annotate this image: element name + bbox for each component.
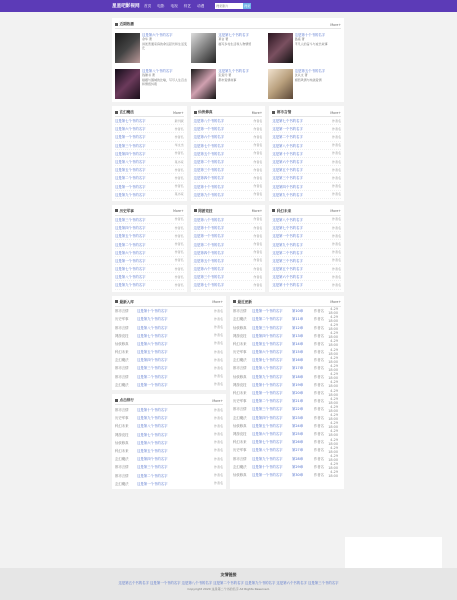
update-row[interactable]: 历史军事 这是第六个书的名字 第15章 作者名 4-29 18:00	[233, 347, 338, 356]
update-row[interactable]: 都市言情 这是第九个书的名字 第28章 作者名 4-29 18:00	[233, 454, 338, 463]
list-item[interactable]: 这是第一个书的名字 作者名	[194, 232, 263, 240]
ranking-panel: 最新入库 More+ 都市言情 这是第十个书的名字 作者名 历史军事 这是第九个书的名字 作者名 都市言情 这是第八个书的名字 作者名 网游竞技 这是第七个书的名字 作者名 仙侠修真 这是第六个书的名字 作者名 科幻未来 这是第五个书的名字 作者名 玄幻魔法 这是第四个书的名字 作者名 都市言情 这是第三个书的名字 作者名 都市言情 这是第二个书的名字 作者名 玄幻魔法 这是第一个书的名字 作者名	[112, 296, 226, 391]
cover-image[interactable]	[115, 33, 140, 63]
update-row[interactable]: 玄幻魔法 这是第二个书的名字 第11章 作者名 4-29 18:00	[233, 314, 338, 323]
list-item[interactable]: 这是第三个书的名字 华文出	[115, 142, 184, 150]
category-grid-bottom	[112, 205, 344, 296]
ranking-row[interactable]: 都市言情 这是第三个书的名字 作者名	[115, 365, 223, 371]
list-item[interactable]: 这是第一个书的名字 作者名	[115, 257, 184, 265]
ranking-row[interactable]: 网游竞技 这是第七个书的名字 作者名	[115, 432, 223, 437]
update-row[interactable]: 玄幻魔法 这是第七个书的名字 第16章 作者名 4-29 18:00	[233, 355, 338, 364]
cover-image[interactable]	[115, 69, 140, 99]
update-row[interactable]: 仙侠修真 这是第五个书的名字 第24章 作者名 4-29 18:00	[233, 421, 338, 430]
more-link[interactable]: More+	[212, 300, 223, 305]
ranking-row[interactable]: 仙侠修真 这是第六个书的名字 作者名	[115, 341, 223, 346]
list-item[interactable]: 这是第一个书的名字 作者名	[115, 133, 184, 141]
ranking-row[interactable]: 玄幻魔法 这是第四个书的名字 作者名	[115, 357, 223, 363]
search-box	[215, 3, 251, 9]
updates-panel: 最近更新 More+ 都市言情 这是第一个书的名字 第10章 作者名 4-29 18:00 玄幻魔法 这是第二个书的名字 第11章 作者名 4-29 18:00 仙侠修真 这是第三个书的名字 第12章 作者名 4-29 18:00 网游竞技 这是第四个书的名字 第13章 作者名 4-29 18:00 科幻未来 这是第五个书的名字 第14章 作者名 4-29 18:00 历史军事 这是第六个书的名字 第15章 作者名 4-29 18:00 玄幻魔法 这是第七个书的名字 第16章 作者名 4-29 18:00 都市言情 这是第八个书的名字 第17章 作者名 4-29 18:00 仙侠修真 这是第九个书的名字 第18章 作者名 4-29 18:00 网游竞技 这是第十个书的名字 第19章 作者名 4-29 18:00 科幻未来 这是第一个书的名字 第20章 作者名 4-29 18:00 历史军事 这是第二个书的名字 第21章 作者名 4-29 18:00 都市言情 这是第三个书的名字 第22章 作者名 4-29 18:00 玄幻魔法 这是第四个书的名字 第23章 作者名 4-29 18:00 仙侠修真 这是第五个书的名字 第24章 作者名 4-29 18:00 网游竞技 这是第六个书的名字 第25章 作者名 4-29 18:00 科幻未来 这是第七个书的名字 第26章 作者名 4-29 18:00 历史军事 这是第八个书的名字 第27章 作者名 4-29 18:00 都市言情 这是第九个书的名字 第28章 作者名 4-29 18:00 玄幻魔法 这是第十个书的名字 第29章 作者名 4-29 18:00 仙侠修真 这是第一个书的名字 第30章 作者名 4-29 18:00	[230, 296, 344, 490]
clock-icon	[233, 300, 236, 303]
list-item[interactable]: 这是第二个书的名字 作者名	[115, 174, 184, 182]
list-item[interactable]: 这是第五个书的名字 作者名	[272, 265, 341, 273]
more-link[interactable]: More+	[330, 110, 341, 115]
update-row[interactable]: 科幻未来 这是第七个书的名字 第26章 作者名 4-29 18:00	[233, 437, 338, 446]
list-item[interactable]: 这是第三个书的名字 作者名	[194, 166, 263, 174]
update-row[interactable]: 网游竞技 这是第六个书的名字 第25章 作者名 4-29 18:00	[233, 429, 338, 438]
more-link[interactable]: More+	[251, 209, 263, 214]
list-item[interactable]: 这是第四个书的名字 作者名	[194, 174, 263, 182]
ranking-row[interactable]: 网游竞技 这是第七个书的名字 作者名	[115, 333, 223, 338]
book-icon	[194, 209, 197, 212]
featured-item[interactable]: 这是第六个书的名字 余华 著 讲述普通家庭的命运起伏和生活变迁	[115, 33, 188, 64]
ranking-row[interactable]: 科幻未来 这是第八个书的名字 作者名	[115, 423, 223, 429]
list-item[interactable]: 这是第九个书的名字 某书家	[115, 191, 184, 199]
ranking-row[interactable]: 科幻未来 这是第五个书的名字 作者名	[115, 448, 223, 453]
list-item[interactable]: 这是第九个书的名字 作者名	[272, 191, 341, 199]
book-icon	[272, 209, 275, 212]
list-item[interactable]: 这是第十个书的名字 作者名	[272, 281, 341, 289]
list-item[interactable]: 这是第四个书的名字 作者名	[194, 249, 263, 257]
list-item[interactable]: 这是第四个书的名字 作者名	[115, 150, 184, 158]
list-item[interactable]: 这是第五个书的名字 作者名	[194, 150, 263, 158]
list-item[interactable]: 这是第七个书的名字 作者名	[272, 117, 341, 125]
update-row[interactable]: 仙侠修真 这是第一个书的名字 第30章 作者名 4-29 18:00	[233, 470, 338, 479]
list-item[interactable]: 这是第十个书的名字 作者名	[194, 224, 263, 232]
more-link[interactable]: More+	[173, 209, 184, 214]
list-item[interactable]: 这是第六个书的名字 作者名	[194, 265, 263, 273]
site-logo[interactable]: 星星吧影视网	[112, 4, 140, 9]
category-grid-top	[112, 106, 344, 205]
search-input[interactable]	[215, 3, 243, 9]
featured-item[interactable]: 这是第十个书的名字 路遥 著 平凡人的奋斗与成长故事	[268, 33, 341, 64]
list-item[interactable]: 这是第一个书的名字 作者名	[194, 125, 263, 133]
nav-movie[interactable]: 电影	[157, 3, 165, 8]
bottom-section	[112, 296, 344, 494]
featured-panel	[112, 18, 344, 102]
update-row[interactable]: 网游竞技 这是第四个书的名字 第13章 作者名 4-29 18:00	[233, 331, 338, 340]
update-row[interactable]: 网游竞技 这是第十个书的名字 第19章 作者名 4-29 18:00	[233, 380, 338, 389]
list-item[interactable]: 这是第八个书的名字 某书家	[115, 158, 184, 166]
list-item[interactable]: 这是第六个书的名字 作者名	[194, 133, 263, 141]
ranking-row[interactable]: 科幻未来 这是第五个书的名字 作者名	[115, 349, 223, 355]
update-row[interactable]: 都市言情 这是第八个书的名字 第17章 作者名 4-29 18:00	[233, 363, 338, 372]
update-row[interactable]: 玄幻魔法 这是第四个书的名字 第23章 作者名 4-29 18:00	[233, 413, 338, 422]
list-item[interactable]: 这是第九个书的名字 作者名	[115, 281, 184, 289]
cover-image[interactable]	[268, 33, 293, 63]
update-row[interactable]: 玄幻魔法 这是第十个书的名字 第29章 作者名 4-29 18:00	[233, 462, 338, 471]
list-item[interactable]: 这是第八个书的名字 作者名	[194, 117, 263, 125]
update-row[interactable]: 历史军事 这是第八个书的名字 第27章 作者名 4-29 18:00	[233, 445, 338, 454]
ranking-row[interactable]: 玄幻魔法 这是第四个书的名字 作者名	[115, 456, 223, 462]
ranking-row[interactable]: 历史军事 这是第九个书的名字 作者名	[115, 316, 223, 322]
featured-item[interactable]: 这是第五个书的名字 沈从文 著 湘西风情与纯美爱情	[268, 69, 341, 100]
cover-image[interactable]	[191, 69, 216, 99]
book-icon	[194, 111, 197, 114]
category-panel: 玄幻魔法 More+ 这是第七个书的名字 新刊版 这是第六个书的名字 作者名 这是第一个书的名字 作者名 这是第三个书的名字 华文出 这是第四个书的名字 作者名 这是第八个书的名字 某书家 这是第五个书的名字 作者名 这是第二个书的名字 作者名 这是第一个书的名字 作者名 这是第九个书的名字 某书家	[112, 106, 187, 201]
featured-more-link[interactable]: More+	[330, 22, 341, 27]
copyright: Copyright 2020 这是第二个书的名字 All Rights Reserved.	[187, 587, 270, 591]
ranking-row[interactable]: 都市言情 这是第二个书的名字 作者名	[115, 473, 223, 478]
category-panel: 网游竞技 More+ 这是第八个书的名字 作者名 这是第十个书的名字 作者名 这是第一个书的名字 作者名 这是第二个书的名字 作者名 这是第四个书的名字 作者名 这是第五个书的名字 作者名 这是第六个书的名字 作者名 这是第三个书的名字 作者名 这是第七个书的名字 作者名	[191, 205, 266, 292]
ranking-row[interactable]: 都市言情 这是第十个书的名字 作者名	[115, 308, 223, 314]
ranking-row[interactable]: 都市言情 这是第十个书的名字 作者名	[115, 407, 223, 413]
list-item[interactable]: 这是第八个书的名字 作者名	[194, 216, 263, 224]
nav-anime[interactable]: 动漫	[197, 3, 205, 8]
category-panel: 科幻未来 More+ 这是第八个书的名字 作者名 这是第七个书的名字 作者名 这是第一个书的名字 作者名 这是第九个书的名字 作者名 这是第二个书的名字 作者名 这是第三个书的名字 作者名 这是第五个书的名字 作者名 这是第六个书的名字 作者名 这是第十个书的名字 作者名	[269, 205, 344, 292]
featured-item[interactable]: 这是第八个书的名字 钱锺书 著 婚姻与围城的比喻，写尽人生百态和情感纠葛	[115, 69, 188, 100]
top-navigation-bar	[0, 0, 457, 12]
update-row[interactable]: 科幻未来 这是第一个书的名字 第20章 作者名 4-29 18:00	[233, 388, 338, 397]
list-item[interactable]: 这是第三个书的名字 作者名	[115, 216, 184, 224]
more-link[interactable]: More+	[330, 300, 341, 305]
ranking-panel: 点击排行 More+ 都市言情 这是第十个书的名字 作者名 历史军事 这是第九个书的名字 作者名 科幻未来 这是第八个书的名字 作者名 网游竞技 这是第七个书的名字 作者名 仙侠修真 这是第六个书的名字 作者名 科幻未来 这是第五个书的名字 作者名 玄幻魔法 这是第四个书的名字 作者名 都市言情 这是第三个书的名字 作者名 都市言情 这是第二个书的名字 作者名 玄幻魔法 这是第一个书的名字 作者名	[112, 394, 226, 489]
list-item[interactable]: 这是第一个书的名字 作者名	[272, 232, 341, 240]
list-item[interactable]: 这是第二个书的名字 作者名	[272, 133, 341, 141]
update-row[interactable]: 仙侠修真 这是第三个书的名字 第12章 作者名 4-29 18:00	[233, 323, 338, 332]
nav-variety[interactable]: 综艺	[183, 3, 191, 8]
fire-icon	[115, 23, 118, 26]
book-icon	[115, 111, 118, 114]
ranking-row[interactable]: 历史军事 这是第九个书的名字 作者名	[115, 415, 223, 421]
update-row[interactable]: 都市言情 这是第三个书的名字 第22章 作者名 4-29 18:00	[233, 404, 338, 413]
main-content	[112, 18, 344, 493]
list-item[interactable]: 这是第五个书的名字 作者名	[115, 166, 184, 174]
list-item[interactable]: 这是第四个书的名字 作者名	[115, 224, 184, 232]
list-item[interactable]: 这是第三个书的名字 作者名	[194, 273, 263, 281]
list-item[interactable]: 这是第四个书的名字 作者名	[272, 183, 341, 191]
ranking-row[interactable]: 仙侠修真 这是第六个书的名字 作者名	[115, 440, 223, 445]
footer-title: 友情链接	[220, 572, 237, 577]
list-item[interactable]: 这是第七个书的名字 作者名	[115, 265, 184, 273]
list-item[interactable]: 这是第二个书的名字 作者名	[194, 240, 263, 248]
category-panel: 历史军事 More+ 这是第三个书的名字 作者名 这是第四个书的名字 作者名 这是第五个书的名字 作者名 这是第二个书的名字 作者名 这是第六个书的名字 作者名 这是第一个书的名字 作者名 这是第七个书的名字 作者名 这是第八个书的名字 作者名 这是第九个书的名字 作者名	[112, 205, 187, 292]
ranking-row[interactable]: 玄幻魔法 这是第一个书的名字 作者名	[115, 382, 223, 387]
list-item[interactable]: 这是第七个书的名字 新刊版	[115, 117, 184, 125]
book-icon	[115, 209, 118, 212]
list-item[interactable]: 这是第六个书的名字 作者名	[272, 273, 341, 281]
cover-image[interactable]	[191, 33, 216, 63]
featured-item[interactable]: 这是第九个书的名字 张爱玲 著 都市爱情故事	[191, 69, 264, 100]
list-item[interactable]: 这是第十个书的名字 作者名	[194, 183, 263, 191]
update-row[interactable]: 科幻未来 这是第五个书的名字 第14章 作者名 4-29 18:00	[233, 339, 338, 348]
ranking-row[interactable]: 玄幻魔法 这是第一个书的名字 作者名	[115, 481, 223, 486]
list-item[interactable]: 这是第七个书的名字 作者名	[272, 224, 341, 232]
list-item[interactable]: 这是第三个书的名字 作者名	[272, 174, 341, 182]
list-item[interactable]: 这是第七个书的名字 作者名	[194, 281, 263, 289]
footer	[0, 568, 457, 600]
update-row[interactable]: 历史军事 这是第二个书的名字 第21章 作者名 4-29 18:00	[233, 396, 338, 405]
search-button[interactable]: 搜索	[244, 4, 251, 8]
list-item[interactable]: 这是第一个书的名字 作者名	[272, 125, 341, 133]
category-panel: 仙侠修真 More+ 这是第八个书的名字 作者名 这是第一个书的名字 作者名 这是第六个书的名字 作者名 这是第七个书的名字 作者名 这是第五个书的名字 作者名 这是第二个书的名字 作者名 这是第三个书的名字 作者名 这是第四个书的名字 作者名 这是第十个书的名字 作者名 这是第九个书的名字 作者名	[191, 106, 266, 201]
list-item[interactable]: 这是第二个书的名字 作者名	[194, 158, 263, 166]
list-item[interactable]: 这是第九个书的名字 作者名	[272, 240, 341, 248]
list-item[interactable]: 这是第三个书的名字 作者名	[272, 257, 341, 265]
list-item[interactable]: 这是第五个书的名字 作者名	[272, 166, 341, 174]
main-nav	[144, 4, 209, 9]
more-link[interactable]: More+	[212, 398, 223, 403]
list-item[interactable]: 这是第八个书的名字 作者名	[272, 142, 341, 150]
more-link[interactable]: More+	[251, 110, 263, 115]
book-icon	[272, 111, 275, 114]
list-item[interactable]: 这是第六个书的名字 作者名	[272, 158, 341, 166]
cover-image[interactable]	[268, 69, 293, 99]
more-link[interactable]: More+	[173, 110, 184, 115]
list-item[interactable]: 这是第八个书的名字 作者名	[272, 216, 341, 224]
list-item[interactable]: 这是第七个书的名字 作者名	[194, 142, 263, 150]
category-panel: 都市言情 More+ 这是第七个书的名字 作者名 这是第一个书的名字 作者名 这是第二个书的名字 作者名 这是第八个书的名字 作者名 这是第十个书的名字 作者名 这是第六个书的名字 作者名 这是第五个书的名字 作者名 这是第三个书的名字 作者名 这是第四个书的名字 作者名 这是第九个书的名字 作者名	[269, 106, 344, 201]
list-item[interactable]: 这是第九个书的名字 作者名	[194, 191, 263, 199]
featured-item[interactable]: 这是第七个书的名字 莫言 著 描写乡村生活和人物情感	[191, 33, 264, 64]
featured-header: 近期热播 More+	[115, 21, 341, 29]
update-row[interactable]: 都市言情 这是第一个书的名字 第10章 作者名 4-29 18:00	[233, 306, 338, 315]
ranking-icon	[115, 300, 118, 303]
update-row[interactable]: 仙侠修真 这是第九个书的名字 第18章 作者名 4-29 18:00	[233, 372, 338, 381]
list-item[interactable]: 这是第八个书的名字 作者名	[115, 273, 184, 281]
list-item[interactable]: 这是第六个书的名字 作者名	[115, 125, 184, 133]
ranking-row[interactable]: 都市言情 这是第八个书的名字 作者名	[115, 325, 223, 330]
ranking-row[interactable]: 都市言情 这是第二个书的名字 作者名	[115, 374, 223, 379]
nav-home[interactable]: 首页	[144, 3, 152, 8]
ranking-icon	[115, 399, 118, 402]
list-item[interactable]: 这是第六个书的名字 作者名	[115, 249, 184, 257]
list-item[interactable]: 这是第二个书的名字 作者名	[272, 249, 341, 257]
list-item[interactable]: 这是第五个书的名字 作者名	[194, 257, 263, 265]
list-item[interactable]: 这是第一个书的名字 作者名	[115, 183, 184, 191]
nav-tv[interactable]: 电视	[170, 3, 178, 8]
ranking-row[interactable]: 都市言情 这是第三个书的名字 作者名	[115, 464, 223, 470]
friend-links[interactable]: 这是第五个书的名字 这是第一个书的名字 这是第八个书的名字 这是第二个书的名字 这是第九个书的名字 这是第六个书的名字 这是第三个书的名字	[118, 581, 339, 585]
list-item[interactable]: 这是第二个书的名字 作者名	[115, 240, 184, 248]
list-item[interactable]: 这是第五个书的名字 作者名	[115, 232, 184, 240]
more-link[interactable]: More+	[330, 209, 341, 214]
list-item[interactable]: 这是第十个书的名字 作者名	[272, 150, 341, 158]
